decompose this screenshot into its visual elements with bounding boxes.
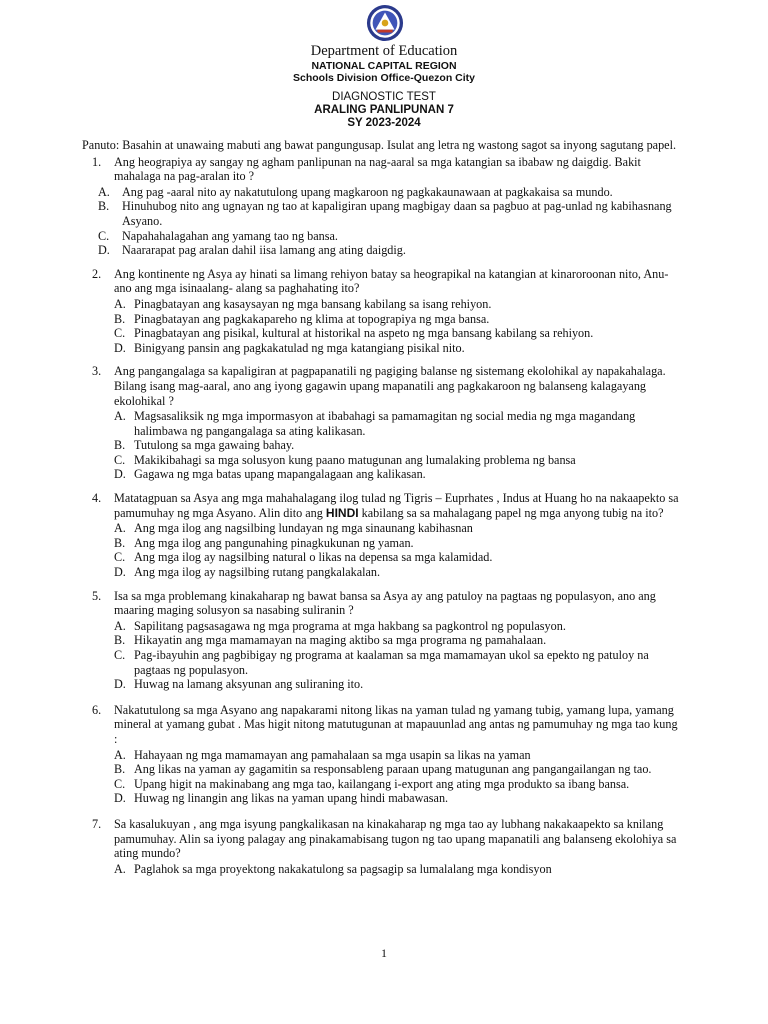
choice-letter: D. xyxy=(98,243,110,258)
question-number: 7. xyxy=(92,816,102,831)
choice-letter: A. xyxy=(114,296,126,311)
question-text xyxy=(114,491,682,520)
question-text: Isa sa mga problemang kinakaharap ng bawat bansa sa Asya ay ang patuloy na pagtaas ng populasyon, ano ang maaring maging solusyon sa nasabing suliranin ? xyxy=(114,588,656,618)
choice-text: Makikibahagi sa mga solusyon kung paano matugunan ang lumalaking problema ng bansa xyxy=(134,452,576,467)
choices xyxy=(114,521,682,579)
choices xyxy=(98,185,682,258)
choice-text: Tutulong sa mga gawaing bahay. xyxy=(134,438,295,453)
question-text-part: Matatagpuan sa Asya ang mga mahahalagang ilog tulad ng Tigris – Euprhates , Indus at Huang ho na nakaapekto sa pamumuhay ng mga Asyano. Alin dito ang xyxy=(114,491,679,520)
choice-b xyxy=(114,438,682,453)
test-title: DIAGNOSTIC TEST xyxy=(332,91,436,103)
choice-b xyxy=(98,199,682,228)
choice-text: Magsasaliksik ng mga impormasyon at ibabahagi sa pamamagitan ng social media ng mga magandang halimbawa ng pangangalaga sa ating kalikasan. xyxy=(134,409,636,438)
question-text-part: kabilang sa sa mahalagang papel ng mga anyong tubig na ito? xyxy=(358,505,664,520)
question-text: Ang kontinente ng Asya ay hinati sa limang rehiyon batay sa heograpikal na katangian at kinaroroonan nito, Anu-ano ang mga isinaalang- alang sa paghahating ito? xyxy=(114,266,669,296)
choice-text: Ang mga ilog ay nagsilbing rutang pangkalakalan. xyxy=(134,565,381,580)
choices xyxy=(114,297,682,355)
choice-text: Ang likas na yaman ay gagamitin sa responsableng paraan upang matugunan ang pangangailangan ng tao. xyxy=(134,762,652,777)
choice-text: Ang mga ilog ay nagsilbing natural o likas na depensa sa mga kalamidad. xyxy=(134,550,493,565)
choice-text: Hahayaan ng mga mamamayan ang pamahalaan sa mga usapin sa likas na yaman xyxy=(134,747,531,762)
choice-text: Upang higit na makinabang ang mga tao, kailangang i-export ang ating mga produkto sa ibang bansa. xyxy=(134,776,630,791)
choice-text: Paglahok sa mga proyektong nakakatulong sa pagsagip sa lumalalang mga kondisyon xyxy=(134,861,552,876)
choice-letter: C. xyxy=(98,228,110,243)
choice-text: Hikayatin ang mga mamamayan na maging aktibo sa mga programa ng pamahalaan. xyxy=(134,633,547,648)
choice-text: Ang mga ilog ang nagsilbing lundayan ng mga sinaunang kabihasnan xyxy=(134,521,473,536)
question-7 xyxy=(82,817,682,876)
question-number: 3. xyxy=(92,364,102,379)
question-text: Ang pangangalaga sa kapaligiran at pagpapanatili ng pagiging balanse ng sistemang ekolohikal ay napakahalaga. Bilang isang mag-aaral, ano ang iyong gagawin upang mapanatili ang pagkakaroon ng balanseng kalagayang ekolohikal ? xyxy=(114,364,666,408)
choice-text: Binigyang pansin ang pagkakatulad ng mga katangiang pisikal nito. xyxy=(134,340,465,355)
office-title: Schools Division Office-Quezon City xyxy=(292,72,476,84)
choices xyxy=(114,409,682,482)
region-title: NATIONAL CAPITAL REGION xyxy=(311,60,457,72)
choice-a xyxy=(114,748,682,763)
choice-d xyxy=(98,243,682,258)
choice-letter: D. xyxy=(114,565,126,580)
instructions: Panuto: Basahin at unawaing mabuti ang bawat pangungusap. Isulat ang letra ng wastong sagot sa inyong sagutang papel. xyxy=(82,138,677,152)
question-number: 4. xyxy=(92,491,102,506)
question-number: 5. xyxy=(92,588,102,603)
choice-letter: B. xyxy=(114,535,126,550)
choice-d xyxy=(114,677,682,692)
choice-letter: C. xyxy=(114,776,126,791)
choice-letter: D. xyxy=(114,467,126,482)
choice-d xyxy=(114,467,682,482)
choice-letter: C. xyxy=(114,550,126,565)
choice-text: Pinagbatayan ang kasaysayan ng mga bansang kabilang sa isang rehiyon. xyxy=(134,296,492,311)
question-text: Ang heograpiya ay sangay ng agham panlipunan na nag-aaral sa mga katangian sa ibabaw ng daigdig. Bakit mahalaga na pag-aralan ito ? xyxy=(114,154,641,184)
question-number: 1. xyxy=(92,154,102,169)
choice-a xyxy=(114,862,682,877)
choice-text: Pag-ibayuhin ang pagbibigay ng programa at kaalaman sa mga mamamayan ukol sa epekto ng patuloy na pagtaas ng populasyon. xyxy=(134,648,649,677)
choice-a xyxy=(98,185,682,200)
question-3 xyxy=(82,364,682,482)
choice-text: Napahahalagahan ang yamang tao ng bansa. xyxy=(122,228,338,243)
choices xyxy=(114,748,682,806)
choice-d xyxy=(114,791,682,806)
choice-c xyxy=(114,453,682,468)
choice-letter: B. xyxy=(114,311,126,326)
question-6 xyxy=(82,703,682,806)
choice-letter: A. xyxy=(114,618,126,633)
choice-d xyxy=(114,341,682,356)
choice-letter: A. xyxy=(114,409,126,424)
choice-text: Huwag na lamang aksyunan ang suliraning ito. xyxy=(134,677,364,692)
choice-letter: C. xyxy=(114,326,126,341)
choice-c xyxy=(114,550,682,565)
choice-a xyxy=(114,619,682,634)
choice-letter: B. xyxy=(114,762,126,777)
choice-letter: C. xyxy=(114,648,126,662)
choice-letter: A. xyxy=(114,521,126,536)
choice-letter: A. xyxy=(114,861,126,876)
choice-text: Naararapat pag aralan dahil iisa lamang ang ating daigdig. xyxy=(122,243,406,258)
choice-b xyxy=(114,633,682,648)
choice-a xyxy=(114,409,682,438)
choice-letter: D. xyxy=(114,340,126,355)
choice-a xyxy=(114,297,682,312)
question-2 xyxy=(82,267,682,356)
choice-a xyxy=(114,521,682,536)
choice-letter: C. xyxy=(114,452,126,467)
choice-c xyxy=(114,648,682,677)
choice-letter: A. xyxy=(114,747,126,762)
choice-letter: D. xyxy=(114,791,126,806)
choice-text: Huwag ng linangin ang likas na yaman upang hindi mabawasan. xyxy=(134,791,449,806)
subject-title: ARALING PANLIPUNAN 7 xyxy=(314,104,454,116)
question-1 xyxy=(82,155,682,258)
choice-b xyxy=(114,312,682,327)
choice-letter: B. xyxy=(114,633,126,648)
choice-d xyxy=(114,565,682,580)
choice-letter: D. xyxy=(114,677,126,692)
choice-letter: B. xyxy=(114,438,126,453)
deped-seal-icon xyxy=(366,4,404,42)
test-body xyxy=(82,138,682,876)
choice-text: Pinagbatayan ang pisikal, kultural at historikal na aspeto ng mga bansang kabilang sa rehiyon. xyxy=(134,326,594,341)
choice-b xyxy=(114,536,682,551)
department-title: Department of Education xyxy=(310,43,458,59)
choice-b xyxy=(114,762,682,777)
question-text: Sa kasalukuyan , ang mga isyung pangkalikasan na kinakaharap ng mga tao ay lubhang nakakaapekto sa knilang pamumuhay. Alin sa iyong palagay ang pinakamabisang tugon ng tao upang mapanatili ang balanseng ekolohiya sa ating mundo? xyxy=(114,816,677,861)
choice-text: Ang pag -aaral nito ay nakatutulong upang magkaroon ng pagkakaunawaan at pagkakaisa sa mundo. xyxy=(122,184,613,199)
choice-text: Sapilitang pagsasagawa ng mga programa at mga hakbang sa pagkontrol ng populasyon. xyxy=(134,618,566,633)
choice-letter: B. xyxy=(98,199,110,214)
choices xyxy=(114,619,682,692)
choice-text: Ang mga ilog ang pangunahing pinagkukunan ng yaman. xyxy=(134,535,414,550)
choice-text: Gagawa ng mga batas upang mapangalagaan ang kalikasan. xyxy=(134,467,426,482)
choice-text: Hinuhubog nito ang ugnayan ng tao at kapaligiran upang magbigay daan sa pagbuo at pag-unlad ng kabihasnang Asyano. xyxy=(122,199,672,228)
question-number: 2. xyxy=(92,266,102,281)
choice-c xyxy=(114,326,682,341)
choices xyxy=(114,862,682,877)
question-text: Nakatutulong sa mga Asyano ang napakarami nitong likas na yaman tulad ng yamang tubig, yamang lupa, yamang mineral at yamang gubat . Mas higit nitong matutugunan at mapauunlad ang antas ng pamumuhay ng mga tao kung : xyxy=(114,702,678,746)
choice-letter: A. xyxy=(98,184,110,199)
question-number: 6. xyxy=(92,702,102,717)
page-number: 1 xyxy=(381,946,387,960)
question-4 xyxy=(82,491,682,580)
question-5 xyxy=(82,589,682,692)
school-year: SY 2023-2024 xyxy=(347,117,421,129)
choice-c xyxy=(98,229,682,244)
choice-text: Pinagbatayan ang pagkakapareho ng klima at topograpiya ng mga bansa. xyxy=(134,311,490,326)
choice-c xyxy=(114,777,682,792)
emphasis-text: HINDI xyxy=(325,505,359,520)
